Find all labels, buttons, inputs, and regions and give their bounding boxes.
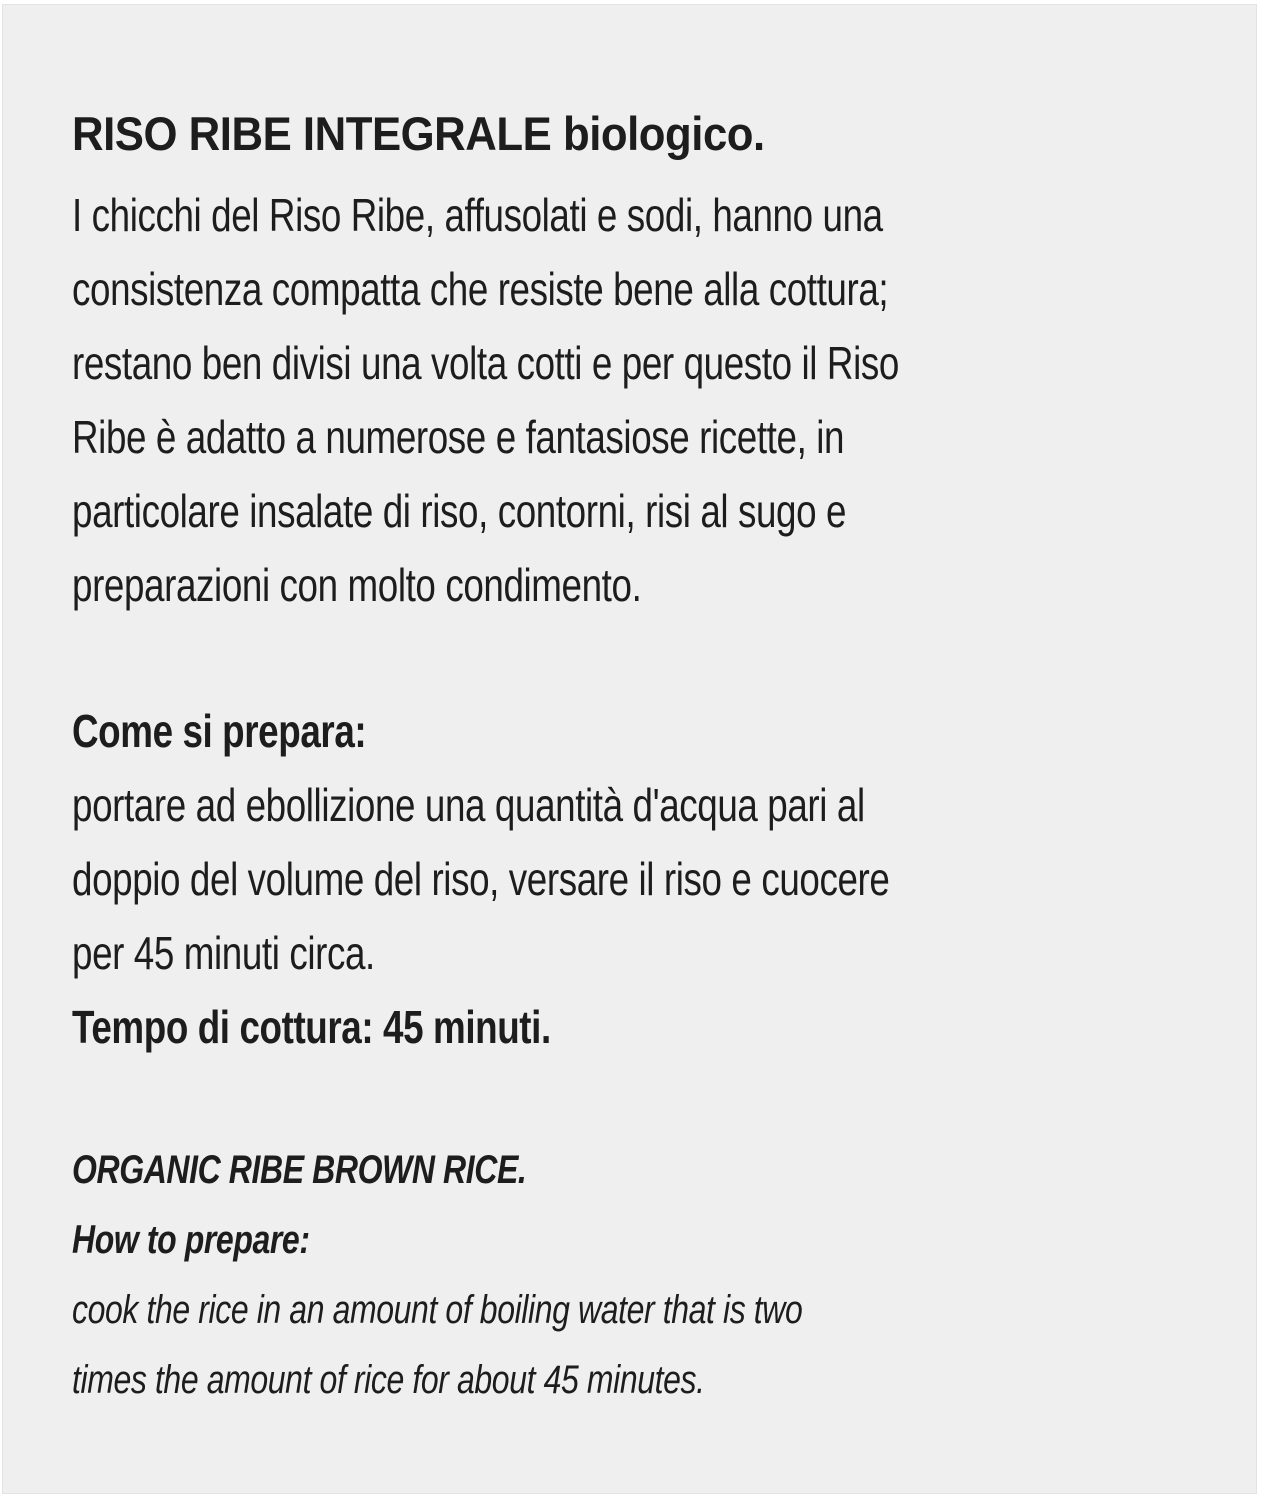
english-preparation-line: cook the rice in an amount of boiling water that is two: [72, 1288, 803, 1332]
description-line: restano ben divisi una volta cotti e per questo il Riso: [72, 337, 899, 389]
description-line: preparazioni con molto condimento.: [72, 559, 642, 611]
description-line: Ribe è adatto a numerose e fantasiose ricette, in: [72, 411, 845, 463]
english-preparation-heading: How to prepare:: [72, 1218, 310, 1262]
cooking-time: Tempo di cottura: 45 minuti.: [72, 1001, 551, 1053]
english-preparation-line: times the amount of rice for about 45 minutes.: [72, 1358, 705, 1402]
preparation-line: portare ad ebollizione una quantità d'acqua pari al: [72, 779, 865, 831]
english-title: ORGANIC RIBE BROWN RICE.: [72, 1148, 527, 1192]
description-line: I chicchi del Riso Ribe, affusolati e sodi, hanno una: [72, 189, 883, 241]
product-title: RISO RIBE INTEGRALE biologico.: [72, 107, 765, 160]
preparation-line: doppio del volume del riso, versare il riso e cuocere: [72, 853, 890, 905]
preparation-line: per 45 minuti circa.: [72, 927, 375, 979]
page-edge: [1257, 0, 1261, 1500]
description-line: particolare insalate di riso, contorni, risi al sugo e: [72, 485, 847, 537]
description-line: consistenza compatta che resiste bene alla cottura;: [72, 263, 889, 315]
preparation-heading: Come si prepara:: [72, 705, 367, 757]
